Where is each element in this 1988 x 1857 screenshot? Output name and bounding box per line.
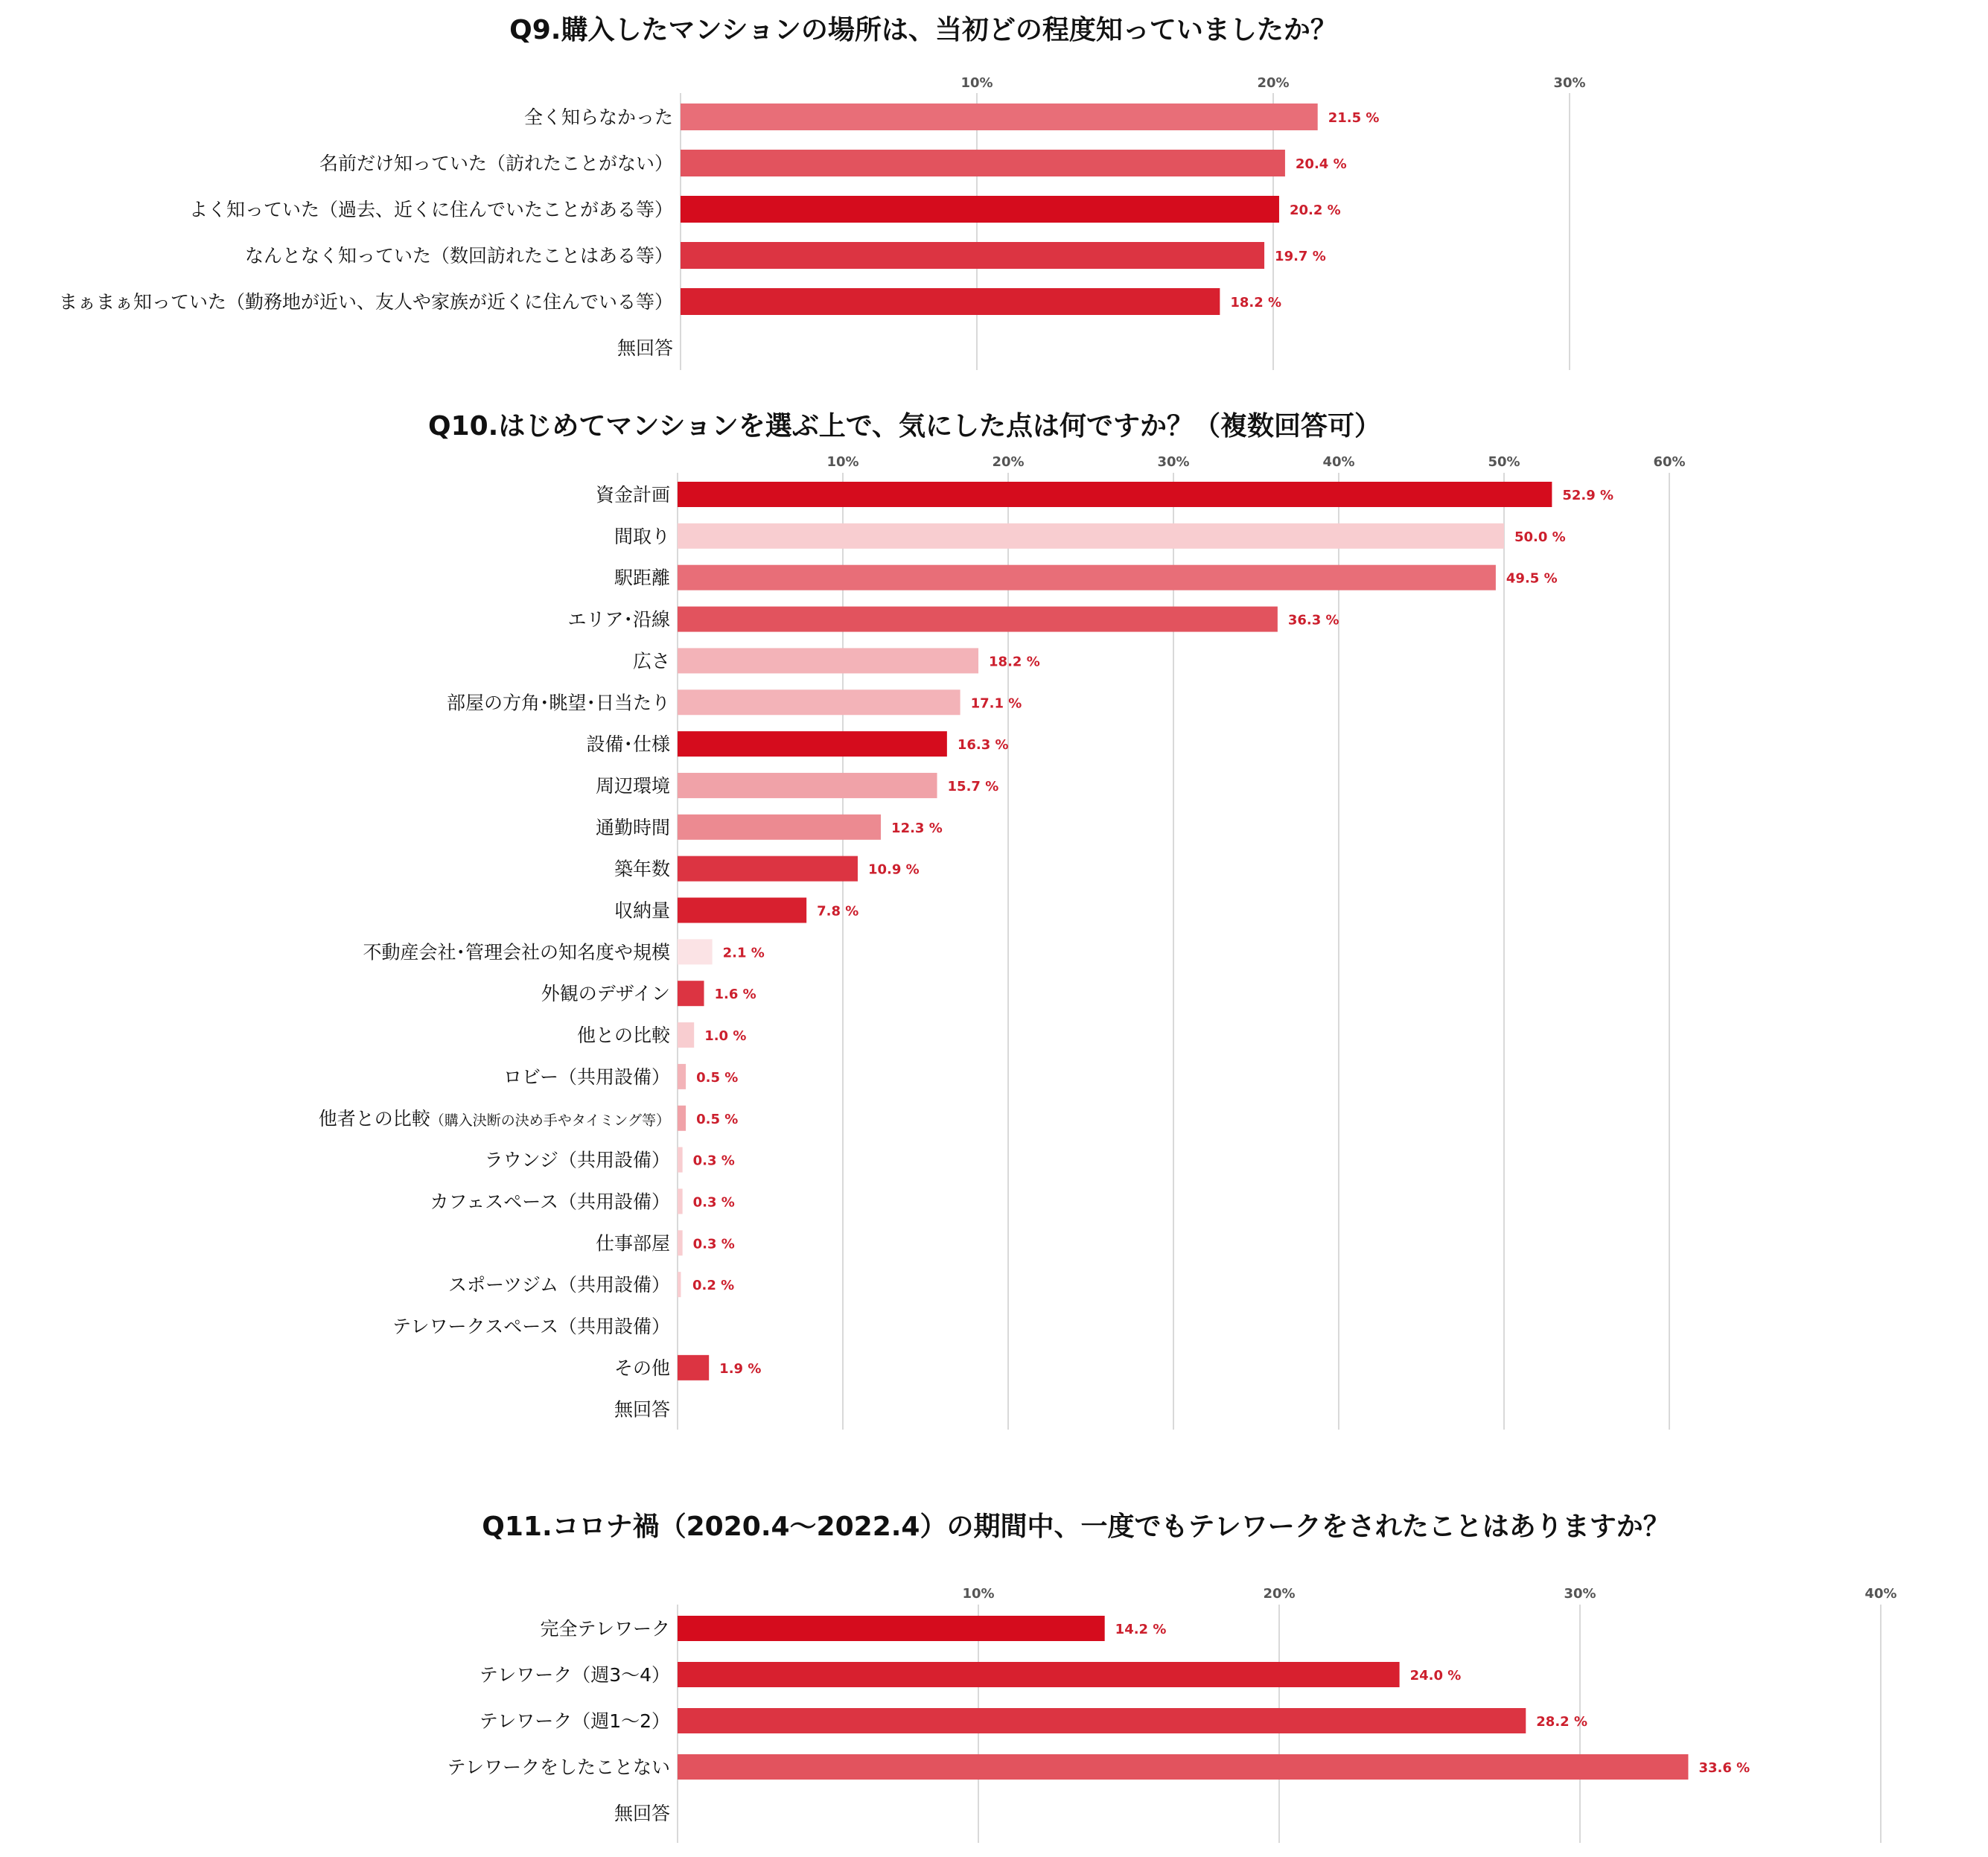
category-label: [541, 983, 670, 1004]
bar: [678, 565, 1496, 590]
category-label: [430, 1191, 670, 1212]
tick-label: 40%: [1322, 454, 1355, 470]
value-label: 0.5 %: [696, 1111, 739, 1127]
category-label-text: 広さ: [632, 650, 670, 672]
category-label-text: エリア･沿線: [567, 608, 670, 631]
category-label: [633, 650, 670, 672]
value-label: 1.0 %: [704, 1028, 747, 1045]
bar: [678, 1106, 686, 1131]
category-label-text: 周辺環境: [595, 774, 670, 797]
category-note: （購入決断の決め手やタイミング等）: [430, 1112, 670, 1129]
category-label: [586, 733, 670, 755]
value-label: 12.3 %: [891, 820, 943, 836]
category-label: [447, 1756, 670, 1778]
category-label: [614, 859, 670, 880]
tick-label: 10%: [960, 75, 993, 91]
category-label-text: テレワーク（週3～4）: [479, 1664, 670, 1686]
category-label: [480, 1710, 670, 1732]
chart-title: Q9.購入したマンションの場所は、当初どの程度知っていましたか？: [509, 15, 1337, 45]
category-label: [319, 153, 673, 174]
category-label: [596, 484, 670, 506]
bar: [678, 939, 713, 964]
category-label: [363, 941, 670, 963]
category-label: [59, 291, 673, 313]
bar: [678, 482, 1552, 507]
value-label: 10.9 %: [867, 861, 920, 878]
tick-label: 20%: [1257, 75, 1290, 91]
value-label: 2.1 %: [722, 945, 765, 961]
bar: [678, 1754, 1688, 1780]
bar: [678, 1616, 1105, 1641]
bar: [681, 242, 1264, 269]
value-label: 20.2 %: [1289, 203, 1341, 218]
category-label: [614, 567, 670, 589]
value-label: 17.1 %: [970, 695, 1022, 712]
category-label: [614, 1803, 670, 1824]
bar: [681, 288, 1220, 315]
category-label: [596, 817, 670, 838]
tick-label: 40%: [1864, 1586, 1897, 1602]
value-label: 49.5 %: [1506, 570, 1558, 587]
bar: [678, 1272, 681, 1297]
bar: [678, 981, 704, 1006]
value-label: 36.3 %: [1287, 612, 1339, 628]
value-label: 20.4 %: [1295, 156, 1347, 172]
category-label-text: 無回答: [614, 1803, 670, 1824]
bar: [678, 689, 960, 715]
category-label-text: 他との比較: [576, 1025, 670, 1047]
bar: [678, 1147, 683, 1173]
value-label: 14.2 %: [1115, 1622, 1167, 1637]
bar: [678, 731, 947, 757]
category-label-text: まぁまぁ知っていた（勤務地が近い、友人や家族が近くに住んでいる等）: [58, 291, 673, 313]
category-label-text: スポーツジム（共用設備）: [447, 1274, 670, 1296]
category-label: [319, 1108, 670, 1130]
category-label: [448, 1274, 670, 1296]
value-label: 21.5 %: [1328, 110, 1380, 126]
category-label: [596, 775, 670, 797]
category-label-text: 設備･仕様: [586, 733, 670, 756]
bar: [678, 1064, 686, 1089]
category-label: [540, 1618, 670, 1640]
tick-label: 10%: [826, 454, 859, 470]
category-label-text: ロビー（共用設備）: [503, 1066, 670, 1088]
category-label-text: 完全テレワーク: [540, 1618, 670, 1640]
category-label-text: その他: [614, 1357, 670, 1379]
category-label-text: カフェスペース（共用設備）: [430, 1191, 670, 1213]
tick-label: 50%: [1488, 454, 1520, 470]
category-label: [392, 1316, 670, 1337]
category-label: [614, 1357, 670, 1379]
tick-label: 20%: [992, 454, 1025, 470]
category-label: [596, 1232, 670, 1254]
value-label: 1.9 %: [719, 1360, 762, 1377]
bar: [678, 523, 1504, 549]
category-label: [567, 609, 670, 631]
category-label-text: 外観のデザイン: [541, 983, 670, 1005]
category-label-text: 部屋の方角･眺望･日当たり: [446, 692, 670, 714]
category-label: [524, 106, 673, 128]
bar: [678, 1230, 683, 1255]
category-label-text: テレワーク（週1～2）: [479, 1710, 670, 1732]
category-label: [189, 199, 673, 220]
value-label: 0.2 %: [692, 1278, 735, 1294]
bar: [681, 196, 1279, 223]
value-label: 18.2 %: [1230, 295, 1282, 310]
bar: [678, 1188, 683, 1214]
bar: [678, 1662, 1400, 1687]
tick-label: 60%: [1653, 454, 1686, 470]
value-label: 7.8 %: [817, 903, 859, 920]
bar: [678, 1022, 694, 1048]
bar: [678, 1355, 709, 1380]
category-label: [447, 692, 670, 713]
bar: [678, 1708, 1526, 1733]
category-label-text: 築年数: [614, 858, 670, 880]
category-label-text: よく知っていた（過去、近くに住んでいたことがある等）: [188, 199, 673, 220]
category-label-text: テレワークスペース（共用設備）: [392, 1316, 670, 1337]
bar: [678, 607, 1278, 632]
category-label-text: 間取り: [614, 525, 670, 547]
category-label: [617, 337, 673, 359]
category-label-text: 無回答: [617, 337, 673, 359]
value-label: 0.3 %: [692, 1236, 735, 1252]
category-label-text: 無回答: [614, 1398, 670, 1421]
bar: [678, 648, 978, 673]
category-label-text: 名前だけ知っていた（訪れたことがない）: [319, 153, 673, 174]
bar: [678, 898, 806, 923]
category-label-text: 他者との比較: [318, 1107, 430, 1130]
bar: [681, 103, 1318, 130]
category-label: [503, 1066, 670, 1088]
value-label: 33.6 %: [1698, 1760, 1750, 1776]
category-label: [577, 1025, 671, 1046]
value-label: 52.9 %: [1562, 488, 1614, 503]
tick-label: 10%: [962, 1586, 995, 1602]
value-label: 28.2 %: [1536, 1714, 1587, 1730]
value-label: 1.6 %: [714, 987, 756, 1003]
category-label: [614, 526, 670, 547]
category-label-text: 収納量: [614, 899, 670, 922]
value-label: 50.0 %: [1514, 529, 1566, 545]
value-label: 18.2 %: [989, 654, 1040, 670]
value-label: 16.3 %: [957, 737, 1009, 754]
bar: [678, 856, 858, 882]
bar: [681, 150, 1285, 176]
value-label: 0.3 %: [692, 1194, 735, 1211]
tick-label: 20%: [1263, 1586, 1296, 1602]
category-label: [614, 900, 670, 922]
category-label: [480, 1664, 670, 1686]
value-label: 0.5 %: [696, 1069, 739, 1086]
category-label-text: 資金計画: [595, 484, 670, 506]
category-label-text: なんとなく知っていた（数回訪れたことはある等）: [244, 245, 673, 267]
category-label-text: 全く知らなかった: [523, 106, 673, 128]
value-label: 0.3 %: [692, 1153, 735, 1169]
tick-label: 30%: [1564, 1586, 1596, 1602]
category-label: [614, 1399, 670, 1421]
category-label-text: ラウンジ（共用設備）: [484, 1149, 670, 1171]
category-label-text: 通勤時間: [595, 816, 670, 838]
category-label-text: 駅距離: [614, 567, 670, 589]
value-label: 24.0 %: [1409, 1668, 1462, 1684]
category-label-text: テレワークをしたことない: [447, 1756, 670, 1778]
tick-label: 30%: [1553, 75, 1586, 91]
value-label: 15.7 %: [947, 778, 999, 794]
category-label-text: 不動産会社･管理会社の知名度や規模: [363, 941, 670, 963]
bar: [678, 815, 881, 840]
bar: [678, 773, 937, 798]
chart-title: Q10.はじめてマンションを選ぶ上で、気にした点は何ですか？（複数回答可）: [427, 411, 1382, 442]
tick-label: 30%: [1157, 454, 1190, 470]
category-label-text: 仕事部屋: [595, 1232, 670, 1255]
category-label: [245, 245, 673, 267]
chart-title: Q11.コロナ禍（2020.4～2022.4）の期間中、一度でもテレワークをされたことはありますか？: [482, 1512, 1670, 1542]
value-label: 19.7 %: [1275, 249, 1326, 264]
category-label: [485, 1150, 670, 1171]
